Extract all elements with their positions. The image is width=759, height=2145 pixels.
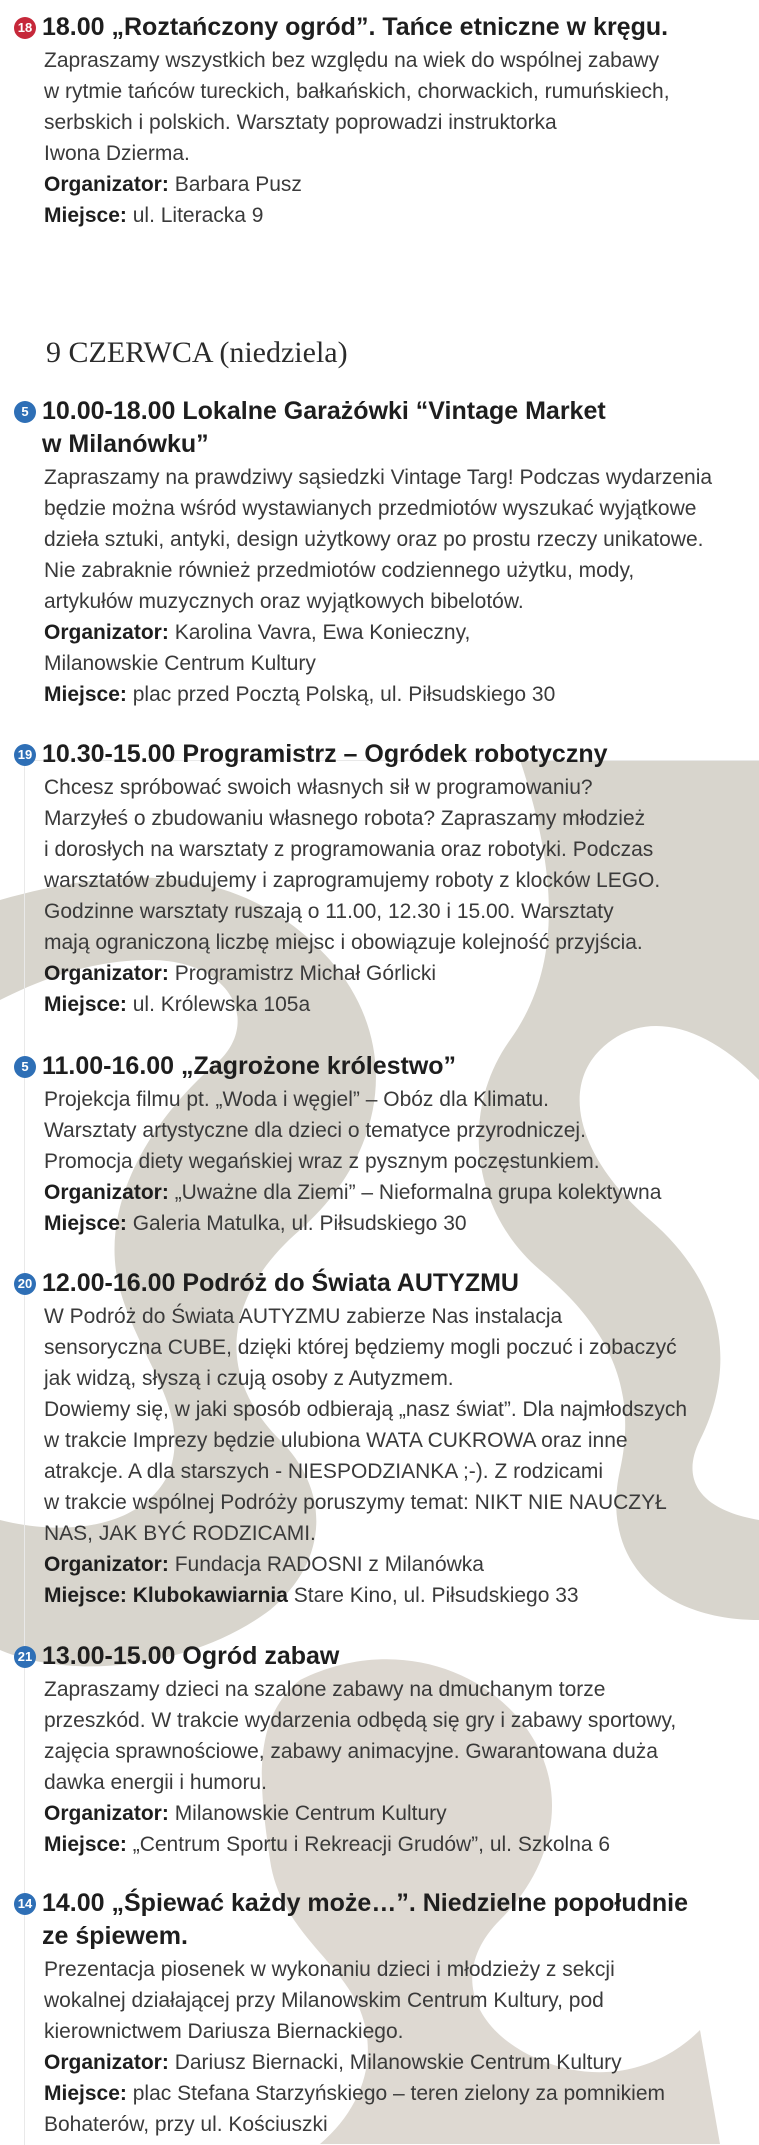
event-description-line: w trakcie Imprezy będzie ulubiona WATA CUKROWA oraz inne [44, 1429, 628, 1452]
event-number-badge: 18 [14, 17, 36, 39]
event-title: 10.30-15.00 Programistrz – Ogródek robotyczny [42, 740, 608, 768]
event-description-line: Chcesz spróbować swoich własnych sił w programowaniu? [44, 776, 593, 799]
event-organizer [20, 1549, 750, 1580]
event-description-line: w rytmie tańców tureckich, bałkańskich, chorwackich, rumuńskiech, [44, 80, 670, 103]
event-description-line: Godzinne warsztaty ruszają o 11.00, 12.30 i 15.00. Warsztaty [44, 900, 614, 923]
event-number-badge: 19 [14, 744, 36, 766]
event-organizer [20, 1177, 750, 1208]
event-description-line: atrakcje. A dla starszych - NIESPODZIANKA ;-). Z rodzicami [44, 1460, 603, 1483]
organizer-label: Organizator: [44, 621, 169, 644]
event-description-line: warsztatów zbudujemy i zaprogramujemy roboty z klocków LEGO. [44, 869, 661, 892]
event-description-line: dzieła sztuki, antyki, design użytkowy oraz po prostu rzeczy unikatowe. [44, 528, 704, 551]
event-place [20, 200, 750, 231]
event-number-badge: 14 [14, 1893, 36, 1915]
organizer-value: Programistrz Michał Górlicki [174, 962, 437, 985]
organizer-value: Fundacja RADOSNI z Milanówka [174, 1553, 484, 1576]
event-organizer [20, 958, 750, 989]
event-item [17, 1268, 750, 1611]
event-description-line: Dowiemy się, w jaki sposób odbierają „nasz świat”. Dla najmłodszych [44, 1398, 688, 1421]
organizer-value: Dariusz Biernacki, Milanowskie Centrum Kultury [174, 2051, 622, 2074]
organizer-label: Organizator: [44, 173, 169, 196]
event-description-line: Prezentacja piosenek w wykonaniu dzieci i młodzieży z sekcji [44, 1958, 615, 1981]
event-description-line: zajęcia sprawnościowe, zabawy animacyjne. Gwarantowana duża [44, 1740, 658, 1763]
event-description-line: i dorosłych na warsztaty z programowania oraz robotyki. Podczas [44, 838, 654, 861]
event-title: 13.00-15.00 Ogród zabaw [42, 1642, 340, 1670]
organizer-label: Organizator: [44, 2051, 169, 2074]
event-item [20, 396, 750, 710]
event-description-line: Nie zabraknie również przedmiotów codziennego użytku, mody, [44, 559, 635, 582]
day-header: 9 CZERWCA (niedziela) [46, 336, 348, 369]
place-value: Galeria Matulka, ul. Piłsudskiego 30 [132, 1212, 467, 1235]
event-title: 10.00-18.00 Lokalne Garażówki “Vintage Market [42, 397, 606, 425]
event-description-line: W Podróż do Świata AUTYZMU zabierze Nas instalacja [44, 1305, 563, 1328]
organizer-value: Barbara Pusz [174, 173, 302, 196]
place-venue: Klubokawiarnia [132, 1584, 288, 1607]
event-organizer-continued: Milanowskie Centrum Kultury [44, 652, 316, 675]
event-title: 18.00 „Roztańczony ogród”. Tańce etniczne w kręgu. [42, 13, 669, 41]
event-place [20, 2078, 750, 2109]
event-description-line: Iwona Dzierma. [44, 142, 190, 165]
place-value: ul. Królewska 105a [132, 993, 311, 1016]
event-place [20, 1580, 750, 1611]
event-organizer [20, 169, 750, 200]
event-item [17, 1888, 750, 2140]
event-description-line: Warsztaty artystyczne dla dzieci o tematyce przyrodniczej. [44, 1119, 586, 1142]
event-item [17, 1641, 750, 1860]
event-description-line: kierownictwem Dariusza Biernackiego. [44, 2020, 404, 2043]
event-description-line: Zapraszamy wszystkich bez względu na wiek do wspólnej zabawy [44, 49, 660, 72]
event-title-continued: ze śpiewem. [42, 1922, 188, 1950]
event-description-line: przeszkód. W trakcie wydarzenia odbędą się gry i zabawy sportowy, [44, 1709, 677, 1732]
organizer-label: Organizator: [44, 1553, 169, 1576]
place-value: „Centrum Sportu i Rekreacji Grudów”, ul. Szkolna 6 [132, 1833, 611, 1856]
event-description-line: NAS, JAK BYĆ RODZICAMI. [44, 1522, 316, 1545]
place-value: plac Stefana Starzyńskiego – teren zielony za pomnikiem [132, 2082, 665, 2105]
place-value: ul. Literacka 9 [132, 204, 264, 227]
organizer-label: Organizator: [44, 1181, 169, 1204]
event-place [20, 679, 750, 710]
event-description-line: w trakcie wspólnej Podróży poruszymy temat: NIKT NIE NAUCZYŁ [44, 1491, 667, 1514]
event-organizer [20, 2047, 750, 2078]
place-value: Stare Kino, ul. Piłsudskiego 33 [287, 1584, 579, 1607]
event-description-line: dawka energii i humoru. [44, 1771, 267, 1794]
event-place [20, 1829, 750, 1860]
event-number-badge: 5 [14, 1056, 36, 1078]
organizer-label: Organizator: [44, 1802, 169, 1825]
event-description-line: wokalnej działającej przy Milanowskim Centrum Kultury, pod [44, 1989, 604, 2012]
event-description-line: Marzyłeś o zbudowaniu własnego robota? Zapraszamy młodzież [44, 807, 646, 830]
event-place-continued: Bohaterów, przy ul. Kościuszki [44, 2113, 328, 2136]
place-label: Miejsce: [44, 1212, 127, 1235]
place-label: Miejsce: [44, 683, 127, 706]
event-title: 14.00 „Śpiewać każdy może…”. Niedzielne popołudnie [42, 1889, 689, 1917]
event-place [20, 989, 750, 1020]
organizer-value: Milanowskie Centrum Kultury [174, 1802, 447, 1825]
event-description-line: Zapraszamy dzieci na szalone zabawy na dmuchanym torze [44, 1678, 606, 1701]
event-number-badge: 21 [14, 1646, 36, 1668]
event-title: 12.00-16.00 Podróż do Świata AUTYZMU [42, 1269, 519, 1297]
place-value: plac przed Pocztą Polską, ul. Piłsudskiego 30 [132, 683, 556, 706]
event-description-line: Projekcja filmu pt. „Woda i węgiel” – Obóz dla Klimatu. [44, 1088, 549, 1111]
place-label: Miejsce: [44, 2082, 127, 2105]
place-label: Miejsce: [44, 993, 127, 1016]
event-item [20, 1051, 750, 1239]
event-description-line: Promocja diety wegańskiej wraz z pysznym poczęstunkiem. [44, 1150, 600, 1173]
event-description-line: będzie można wśród wystawianych przedmiotów wyszukać wyjątkowe [44, 497, 697, 520]
place-label: Miejsce: [44, 1584, 127, 1607]
event-description-line: jak widzą, słyszą i czują osoby z Autyzmem. [44, 1367, 454, 1390]
event-number-badge: 5 [14, 401, 36, 423]
event-organizer [20, 1798, 750, 1829]
event-title: 11.00-16.00 „Zagrożone królestwo” [42, 1052, 457, 1080]
event-description-line: sensoryczna CUBE, dzięki której będziemy mogli poczuć i zobaczyć [44, 1336, 677, 1359]
event-description-line: mają ograniczoną liczbę miejsc i obowiązuje kolejność przyjścia. [44, 931, 643, 954]
organizer-value: „Uważne dla Ziemi” – Nieformalna grupa kolektywna [174, 1181, 662, 1204]
organizer-value: Karolina Vavra, Ewa Konieczny, [174, 621, 471, 644]
event-description-line: serbskich i polskich. Warsztaty poprowadzi instruktorka [44, 111, 557, 134]
event-item [17, 12, 750, 231]
place-label: Miejsce: [44, 204, 127, 227]
event-place [20, 1208, 750, 1239]
event-item [17, 739, 750, 1020]
event-number-badge: 20 [14, 1273, 36, 1295]
event-description-line: artykułów muzycznych oraz wyjątkowych bibelotów. [44, 590, 524, 613]
organizer-label: Organizator: [44, 962, 169, 985]
event-organizer [20, 617, 750, 648]
place-label: Miejsce: [44, 1833, 127, 1856]
event-title-continued: w Milanówku” [42, 430, 209, 458]
event-description-line: Zapraszamy na prawdziwy sąsiedzki Vintage Targ! Podczas wydarzenia [44, 466, 713, 489]
